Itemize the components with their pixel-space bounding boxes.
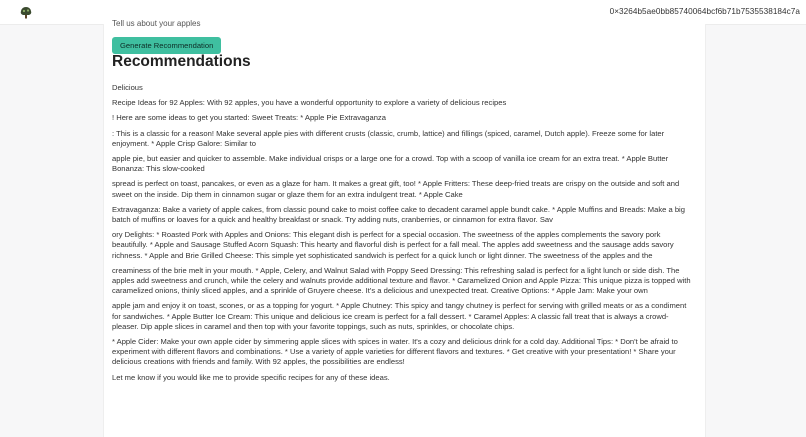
paragraph: Extravaganza: Bake a variety of apple cakes, from classic pound cake to moist coffee cake to decadent caramel apple bundt cake. * Apple Muffins and Breads: Make a big batch of muffins or loaves for a quick and healthy breakfast or snack. Try adding nuts, cranberries, or cinnamon for extra flavor. Sav bbox=[112, 204, 685, 225]
paragraph: * Apple Cider: Make your own apple cider by simmering apple slices with spices in water. It's a cozy and delicious drink for a cold day. Additional Tips: * Don't be afraid to experiment with different flavors and combinations. * Use a variety of apple varieties for different flavors and textures. * Get creative with your presentation! * Share your delicious creations with friends and family. With 92 apples, the possibilities are endless! bbox=[112, 337, 678, 367]
truncated-form-label: Tell us about your apples bbox=[112, 19, 201, 28]
paragraph: creaminess of the brie melt in your mouth. * Apple, Celery, and Walnut Salad with Poppy Seed Dressing: This refreshing salad is perfect for a light lunch or side dish. The apples add sweetness and crunch, while the celery and walnuts provide additional texture and flavor. * Caramelized Onion and Apple Pizza: This unique pizza is topped with caramelized onions, thinly sliced apples, and a sprinkle of Gruyere cheese. It's a delicious and unexpected treat. Creative Options: * Apple Jam: Make your own bbox=[112, 265, 691, 296]
page-title: Recommendations bbox=[112, 53, 251, 70]
paragraph: Recipe Ideas for 92 Apples: With 92 apples, you have a wonderful opportunity to explore a variety of delicious recipes bbox=[112, 98, 507, 108]
wallet-address[interactable]: 0×3264b5ae0bb85740064bcf6b71b7535538184c7a bbox=[609, 7, 800, 16]
generate-recommendation-button[interactable]: Generate Recommendation bbox=[112, 37, 221, 54]
paragraph: ory Delights: * Roasted Pork with Apples and Onions: This elegant dish is perfect for a special occasion. The sweetness of the apples complements the savory pork beautifully. * Apple and Sausage Stuffed Acorn Squash: This hearty and flavorful dish is perfect for a fall meal. The apples add sweetness and the sausage adds savory richness. * Apple and Brie Grilled Cheese: This simple yet sophisticated sandwich is perfect for a quick lunch or light dinner. The sweetness of the apples and the bbox=[112, 230, 674, 260]
recommendation-text bbox=[112, 83, 694, 388]
tree-logo-icon[interactable] bbox=[19, 6, 33, 19]
recommendation-card bbox=[103, 19, 706, 437]
paragraph: Delicious bbox=[112, 83, 143, 92]
paragraph: spread is perfect on toast, pancakes, or even as a glaze for ham. It makes a great gift, too! * Apple Fritters: These deep-fried treats are crispy on the outside and soft and sweet on the inside. Dip them in cinnamon sugar or glaze them for an extra indulgent treat. * Apple Cake bbox=[112, 179, 680, 199]
paragraph: apple jam and enjoy it on toast, scones, or as a topping for yogurt. * Apple Chutney: This spicy and tangy chutney is perfect for serving with grilled meats or as a condiment for sandwiches. * Apple Butter Ice Cream: This unique and delicious ice cream is perfect for a fall dessert. * Caramel Apples: A classic fall treat that is always a crowd-pleaser. Dip apple slices in caramel and then top with your favorite toppings, such as nuts, sprinkles, or chocolate chips. bbox=[112, 301, 687, 331]
paragraph: apple pie, but easier and quicker to assemble. Make individual crisps or a large one for a crowd. Top with a scoop of vanilla ice cream for an extra treat. * Apple Butter Bonanza: This slow-cooked bbox=[112, 154, 669, 174]
paragraph: ! Here are some ideas to get you started: Sweet Treats: * Apple Pie Extravaganza bbox=[112, 113, 386, 123]
paragraph: : This is a classic for a reason! Make several apple pies with different crusts (classic, crumb, lattice) and fillings (spiced, caramel, Dutch apple). Freeze some for later enjoyment. * Apple Crisp Galore: Similar to bbox=[112, 128, 665, 148]
paragraph: Let me know if you would like me to provide specific recipes for any of these ideas. bbox=[112, 372, 390, 382]
